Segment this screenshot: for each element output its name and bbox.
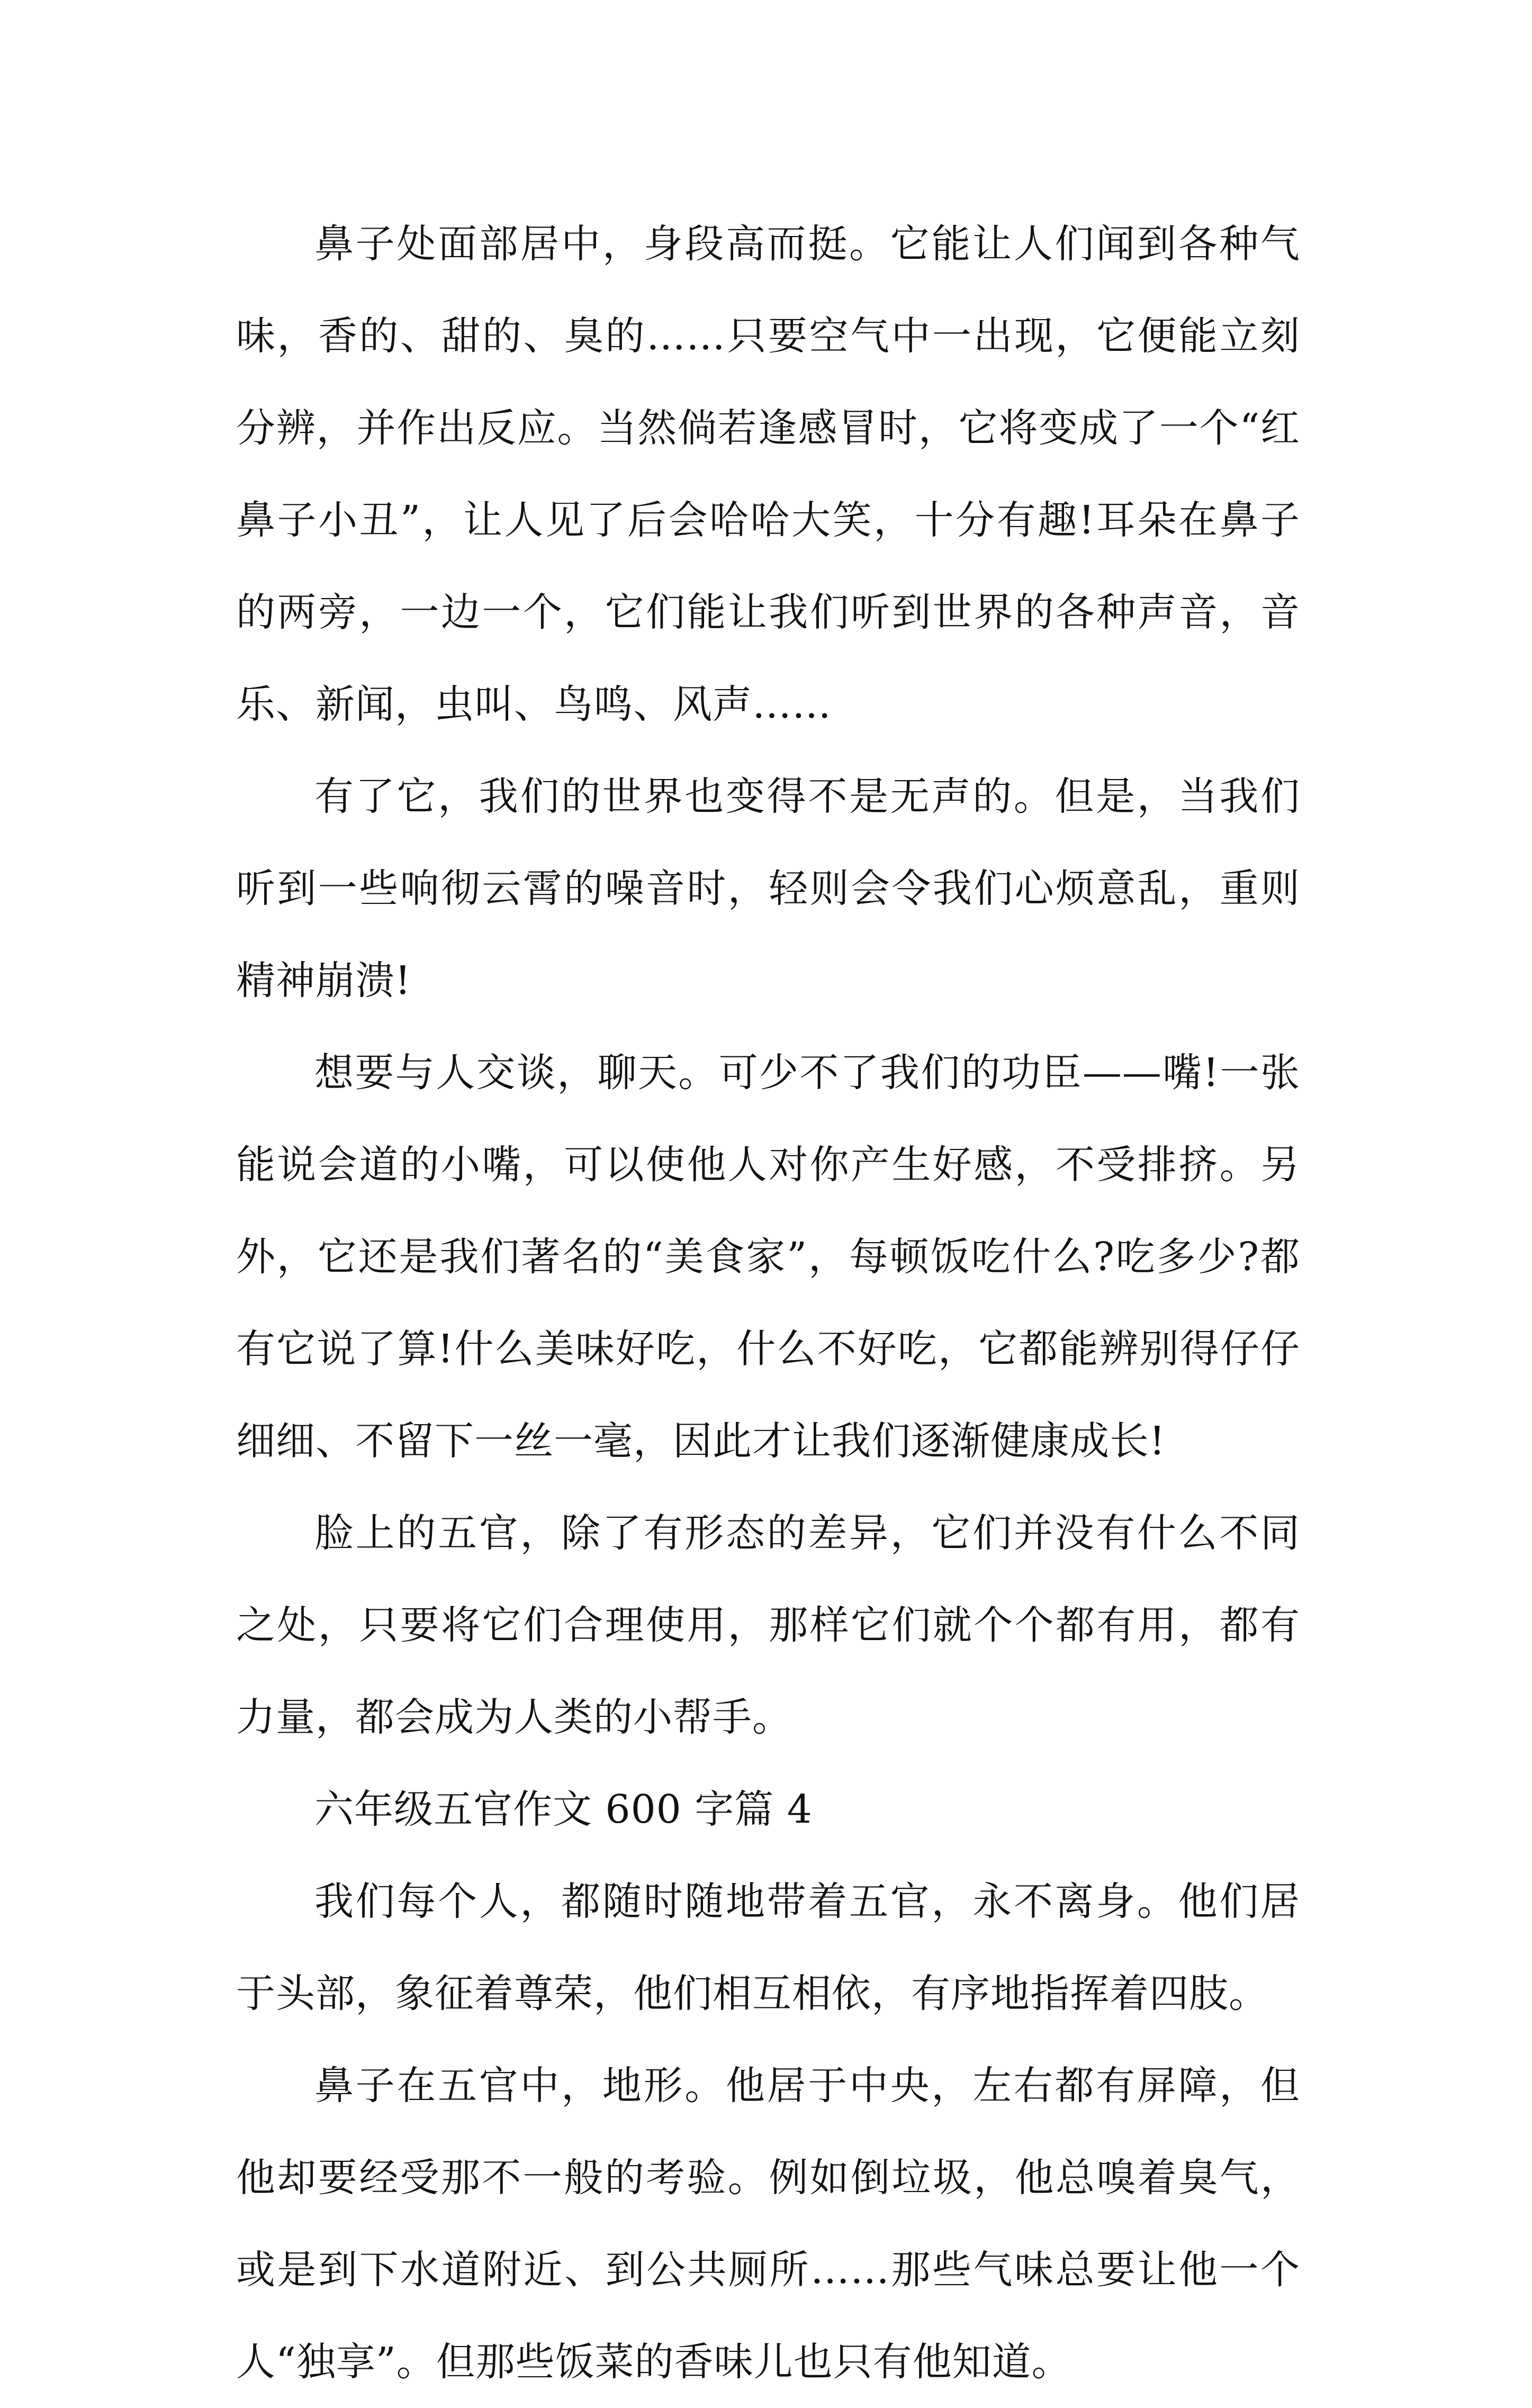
paragraph-nose-ears: 鼻子处面部居中，身段高而挺。它能让人们闻到各种气味，香的、甜的、臭的……只要空气中一出现，它便能立刻分辨，并作出反应。当然倘若逢感冒时，它将变成了一个“红鼻子小丑”，让人见了后会哈哈大笑，十分有趣!耳朵在鼻子的两旁，一边一个，它们能让我们听到世界的各种声音，音乐、新闻，虫叫、鸟鸣、风声…… xyxy=(236,221,1300,727)
paragraph-mouth: 想要与人交谈，聊天。可少不了我们的功臣——嘴!一张能说会道的小嘴，可以使他人对你产生好感，不受排挤。另外，它还是我们著名的“美食家”，每顿饭吃什么?吃多少?都有它说了算!什么美味好吃，什么不好吃，它都能辨别得仔仔细细、不留下一丝一毫，因此才让我们逐渐健康成长! xyxy=(236,1050,1300,1464)
paragraph-hearing: 有了它，我们的世界也变得不是无声的。但是，当我们听到一些响彻云霄的噪音时，轻则会令我们心烦意乱，重则精神崩溃! xyxy=(236,774,1300,1003)
document-body xyxy=(236,198,1300,2408)
section-heading: 六年级五官作文 600 字篇 4 xyxy=(314,1787,813,1832)
paragraph-five-senses-intro: 我们每个人，都随时随地带着五官，永不离身。他们居于头部，象征着尊荣，他们相互相依，有序地指挥着四肢。 xyxy=(236,1879,1300,2016)
paragraph-conclusion: 脸上的五官，除了有形态的差异，它们并没有什么不同之处，只要将它们合理使用，那样它们就个个都有用，都有力量，都会成为人类的小帮手。 xyxy=(236,1510,1300,1740)
paragraph-nose-trial: 鼻子在五官中，地形。他居于中央，左右都有屏障，但他却要经受那不一般的考验。例如倒垃圾，他总嗅着臭气，或是到下水道附近、到公共厕所……那些气味总要让他一个人“独享”。但那些饭菜的香味儿也只有他知道。 xyxy=(236,2063,1300,2385)
